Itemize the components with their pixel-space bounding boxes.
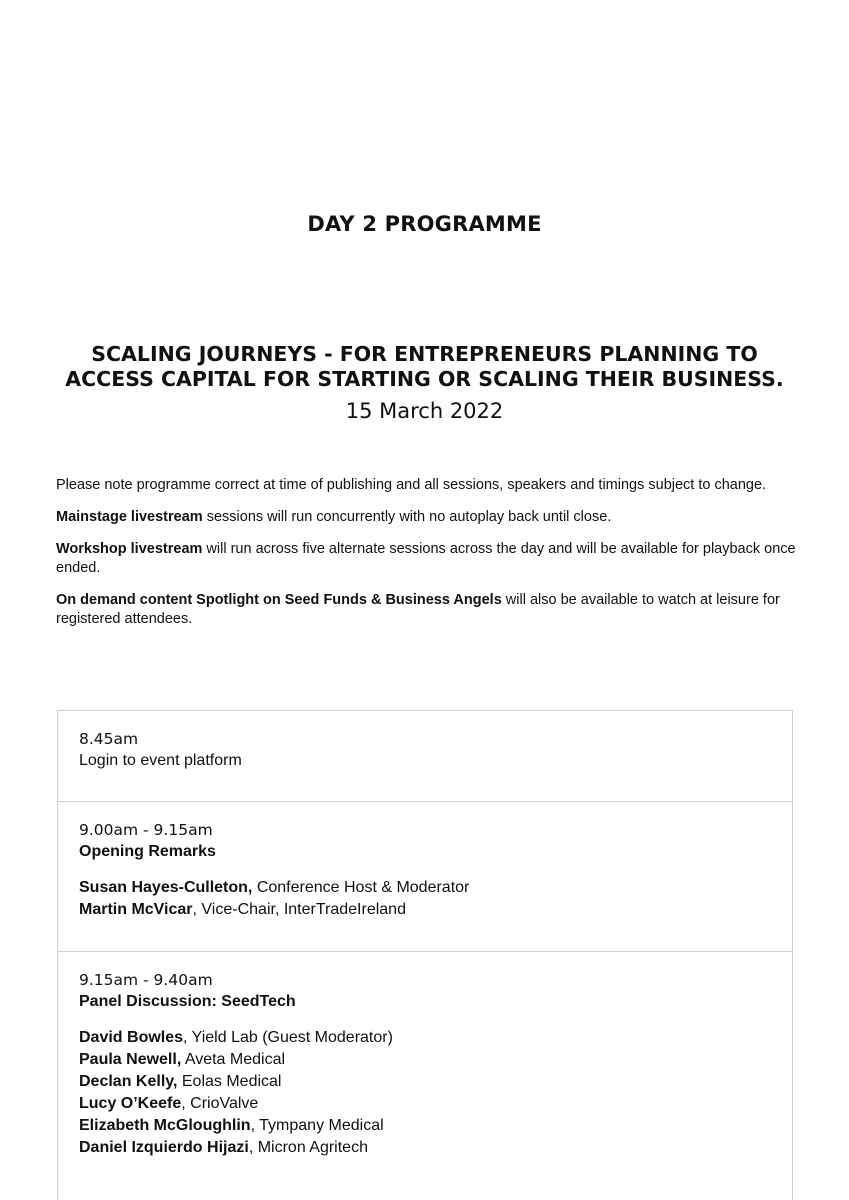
speaker-list xyxy=(79,1027,771,1159)
title-block xyxy=(40,342,809,423)
speaker-name: Susan Hayes-Culleton, xyxy=(79,879,253,896)
subtitle-line-2: ACCESS CAPITAL FOR STARTING OR SCALING THEIR BUSINESS. xyxy=(65,367,784,391)
page-heading: DAY 2 PROGRAMME xyxy=(307,212,542,236)
speaker-item xyxy=(79,1137,771,1159)
speaker-item xyxy=(79,1071,771,1093)
event-date: 15 March 2022 xyxy=(345,399,504,423)
programme-notes xyxy=(56,476,796,642)
session-time: 9.00am - 9.15am xyxy=(79,821,213,839)
subtitle xyxy=(40,342,809,392)
session-time: 9.15am - 9.40am xyxy=(79,971,213,989)
session-row xyxy=(58,952,792,1159)
disclaimer-note: Please note programme correct at time of publishing and all sessions, speakers and timings subject to change. xyxy=(56,477,767,493)
session-time: 8.45am xyxy=(79,730,139,748)
speaker-item xyxy=(79,899,771,921)
mainstage-text: sessions will run concurrently with no autoplay back until close. xyxy=(202,509,612,525)
session-row xyxy=(58,711,792,802)
session-title: Opening Remarks xyxy=(79,843,216,860)
speaker-name: Lucy O’Keefe xyxy=(79,1095,182,1112)
session-title: Panel Discussion: SeedTech xyxy=(79,993,296,1010)
ondemand-text: will also be available to watch at leisure for registered attendees. xyxy=(56,592,780,627)
session-title: Login to event platform xyxy=(79,752,242,769)
speaker-item xyxy=(79,1093,771,1115)
speaker-role: , CrioValve xyxy=(181,1095,259,1112)
ondemand-note xyxy=(56,591,796,629)
workshop-label: Workshop livestream xyxy=(56,541,203,557)
speaker-role: Conference Host & Moderator xyxy=(252,879,470,896)
speaker-name: Paula Newell, xyxy=(79,1051,182,1068)
workshop-note xyxy=(56,540,796,578)
subtitle-line-1: SCALING JOURNEYS - FOR ENTREPRENEURS PLANNING TO xyxy=(91,342,758,366)
speaker-name: Declan Kelly, xyxy=(79,1073,178,1090)
speaker-item xyxy=(79,1027,771,1049)
speaker-role: , Vice-Chair, InterTradeIreland xyxy=(192,901,406,918)
mainstage-label: Mainstage livestream xyxy=(56,509,203,525)
mainstage-note xyxy=(56,508,796,527)
programme-table xyxy=(57,710,793,1200)
speaker-item xyxy=(79,1049,771,1071)
speaker-role: Aveta Medical xyxy=(181,1051,286,1068)
speaker-item xyxy=(79,877,771,899)
ondemand-label: On demand content Spotlight on Seed Funds & Business Angels xyxy=(56,592,502,608)
speaker-name: Martin McVicar xyxy=(79,901,193,918)
speaker-role: , Micron Agritech xyxy=(248,1139,368,1156)
session-row xyxy=(58,802,792,952)
speaker-role: , Yield Lab (Guest Moderator) xyxy=(183,1029,393,1046)
speaker-name: Daniel Izquierdo Hijazi xyxy=(79,1139,249,1156)
speaker-item xyxy=(79,1115,771,1137)
speaker-role: , Tympany Medical xyxy=(250,1117,384,1134)
speaker-name: Elizabeth McGloughlin xyxy=(79,1117,251,1134)
speaker-list xyxy=(79,877,771,921)
speaker-name: David Bowles xyxy=(79,1029,184,1046)
workshop-text: will run across five alternate sessions across the day and will be available for playback once ended. xyxy=(56,541,796,576)
speaker-role: Eolas Medical xyxy=(177,1073,282,1090)
